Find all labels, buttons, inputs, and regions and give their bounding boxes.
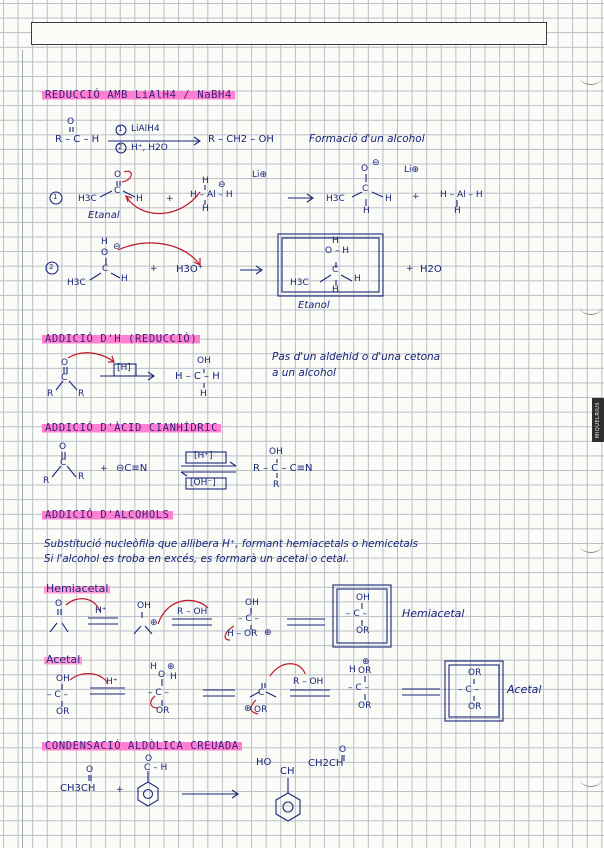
- carbonyl-o: O: [61, 358, 69, 368]
- plus-sign: +: [116, 785, 124, 795]
- plus-sign: +: [412, 192, 420, 202]
- li-plus: Li⊕: [252, 170, 268, 180]
- mechanism-arrow: [68, 353, 114, 362]
- general-reactant: R – C – H: [55, 134, 100, 145]
- acetal-reactant-or: OR: [56, 707, 70, 717]
- plus-sign: +: [166, 194, 174, 204]
- cyanide: ⊖C≡N: [116, 463, 148, 474]
- oxonium-h: H: [150, 662, 157, 672]
- addicio-h-note-line1: Pas d'un aldehid o d'una cetona: [272, 351, 441, 363]
- alcohol-reagent: R – OH: [177, 607, 208, 617]
- aldehyde-o: O: [86, 765, 94, 775]
- carbonyl-o: O: [55, 599, 63, 609]
- r-left: R: [47, 389, 54, 399]
- oxocarbenium-or: OR: [254, 705, 268, 715]
- alkoxide-left: H3C: [67, 278, 86, 288]
- aldol-ch: CH: [280, 766, 295, 777]
- hydride-top: H: [202, 176, 209, 186]
- cyanohydrin-product: R – C – C≡N: [253, 463, 313, 474]
- heading-reduccio: REDUCCIÓ AMB LiAlH4 / NaBH4: [42, 89, 235, 101]
- etanol-label: Etanol: [298, 300, 330, 311]
- aldol-chain: CH2CH: [308, 758, 344, 769]
- etanal-left: H3C: [78, 194, 97, 204]
- brand-label: MIQUELRIUS: [592, 398, 604, 442]
- alkoxide-right: H: [121, 274, 128, 284]
- r-right: R: [78, 472, 85, 482]
- oxonium-h2: H: [170, 672, 177, 682]
- alkoxide-h: H: [101, 237, 108, 247]
- water: H2O: [420, 264, 442, 275]
- int3-h: H: [349, 665, 356, 675]
- proton-reagent: H⁺: [95, 606, 107, 616]
- oxocarbenium-plus: ⊕: [150, 618, 158, 628]
- int3-o: OR: [358, 666, 372, 676]
- step2-reagent: H⁺, H2O: [131, 143, 168, 153]
- etanal-c: C: [114, 186, 121, 196]
- alane-bottom: H: [454, 206, 461, 216]
- acetaldehyde: CH3CH: [60, 783, 96, 794]
- etanol-left: H3C: [290, 278, 309, 288]
- etanol-bottom: H: [332, 285, 339, 295]
- int-oh: OH: [245, 598, 259, 608]
- benzaldehyde-cho: C – H: [144, 763, 168, 773]
- heading-addicio-h: ADDICIÓ D'H (REDUCCIÓ): [42, 333, 200, 345]
- carbonyl-o: O: [67, 117, 75, 127]
- oxocarbenium-plus: ⊕: [244, 704, 252, 714]
- acetal-or-bottom: OR: [468, 702, 482, 712]
- step2-circle-label: 2: [49, 263, 54, 271]
- oxonium-or: OR: [156, 706, 170, 716]
- alcohols-text-line1: Substitució nucleòfila que allibera H⁺, formant hemiacetals o hemicetals: [44, 538, 418, 550]
- alcohol-oh: OH: [197, 356, 211, 366]
- hydride-minus: ⊖: [218, 180, 226, 190]
- aldol-ho: HO: [256, 757, 272, 768]
- heading-condensacio: CONDENSACIÓ ALDÒLICA CREUADA: [42, 740, 242, 752]
- oxonium-c: – C –: [148, 688, 170, 698]
- etanol-right: H: [354, 274, 361, 284]
- oxonium-plus: ⊕: [167, 662, 175, 672]
- proton-reagent: H⁺: [106, 677, 118, 687]
- alcohol-bottom: H: [200, 389, 207, 399]
- acetal-reactant-c: – C –: [47, 690, 69, 700]
- hemiacetal-label: Hemiacetal: [46, 582, 109, 595]
- benzaldehyde-o: O: [145, 754, 153, 764]
- alkoxide-c: C: [102, 264, 109, 274]
- plus-sign: +: [100, 464, 108, 474]
- cyanohydrin-oh: OH: [269, 447, 283, 457]
- oxocarbenium-oh: OH: [137, 601, 151, 611]
- step2-number: 2: [118, 143, 123, 151]
- hydride: H – Al – H: [190, 190, 233, 200]
- int3-or: OR: [358, 701, 372, 711]
- mechanism-arrow: [118, 243, 200, 265]
- mechanism-arrow: [70, 674, 108, 684]
- cyanohydrin-bottom: R: [273, 480, 280, 490]
- int-c: – C –: [238, 614, 260, 624]
- etanol-h-top: H: [332, 236, 339, 246]
- alkoxide-left: H3C: [326, 194, 345, 204]
- etanal-label: Etanal: [88, 210, 120, 221]
- acetal-label: Acetal: [46, 653, 81, 666]
- alkoxide-right: H: [385, 194, 392, 204]
- int-bottom: H – OR: [227, 629, 258, 639]
- acetal-c: – C –: [458, 685, 480, 695]
- alkoxide-minus: ⊖: [372, 158, 380, 168]
- heading-addicio-alcohols: ADDICIÓ D'ALCOHOLS: [42, 509, 173, 521]
- r-right: R: [78, 389, 85, 399]
- step1-circle-label: 1: [53, 193, 58, 201]
- product-li-plus: Li⊕: [404, 165, 420, 175]
- carbonyl-o: O: [59, 442, 67, 452]
- int3-c: – C –: [348, 683, 370, 693]
- hydrogen-reagent: [H]: [117, 363, 131, 373]
- aldol-o: O: [339, 745, 347, 755]
- alcohol-reagent: R – OH: [293, 677, 324, 687]
- step1-number: 1: [118, 125, 123, 133]
- plus-sign: +: [406, 264, 414, 274]
- etanol-c: C: [332, 265, 339, 275]
- acetal-or-top: OR: [468, 668, 482, 678]
- step1-reagent: LiAlH4: [131, 124, 160, 134]
- alkoxide-c: C: [362, 184, 369, 194]
- alkoxide-o: O: [361, 164, 369, 174]
- int3-plus: ⊕: [362, 657, 370, 667]
- etanal-right: H: [136, 194, 143, 204]
- alcohols-text-line2: Si l'alcohol es troba en excés, es formarà un acetal o cetal.: [44, 553, 350, 565]
- alkoxide-bottom: H: [363, 206, 370, 216]
- oxocarbenium-c: C: [258, 688, 265, 698]
- benzene-ring: [138, 782, 158, 806]
- mechanism-arrow: [270, 664, 305, 676]
- etanal-o: O: [114, 170, 122, 180]
- hemiacetal-oh: OH: [356, 593, 370, 603]
- hydronium: H3O⁺: [176, 264, 204, 275]
- hemiacetal-c: – C –: [346, 609, 368, 619]
- plus-sign: +: [150, 264, 158, 274]
- addicio-h-note-line2: a un alcohol: [272, 367, 336, 379]
- alcohol-product: H – C – H: [175, 371, 220, 382]
- mechanism-arrow: [122, 171, 131, 182]
- hemiacetal-or: OR: [356, 626, 370, 636]
- oxonium-o: O: [158, 670, 166, 680]
- general-note: Formació d'un alcohol: [309, 133, 425, 145]
- alane-byproduct: H – Al – H: [440, 190, 483, 200]
- carbonyl-c: C: [61, 373, 68, 383]
- acetal-reactant-oh: OH: [56, 674, 70, 684]
- carbonyl-c: C: [60, 458, 67, 468]
- heading-addicio-hcn: ADDICIÓ D'ÀCID CIANHÍDRIC: [42, 422, 221, 434]
- r-left: R: [43, 476, 50, 486]
- alkoxide-o: O: [101, 248, 109, 258]
- acetal-product-label: Acetal: [507, 683, 542, 696]
- general-product: R – CH2 – OH: [208, 134, 274, 145]
- base-condition: [OH⁻]: [190, 478, 216, 488]
- etanol-oh: O – H: [325, 246, 350, 256]
- hemiacetal-product-label: Hemiacetal: [402, 607, 465, 620]
- hydride-bottom: H: [202, 204, 209, 214]
- alkoxide-minus: ⊖: [113, 242, 121, 252]
- acid-condition: [H⁺]: [194, 451, 213, 461]
- int-plus: ⊕: [264, 628, 272, 638]
